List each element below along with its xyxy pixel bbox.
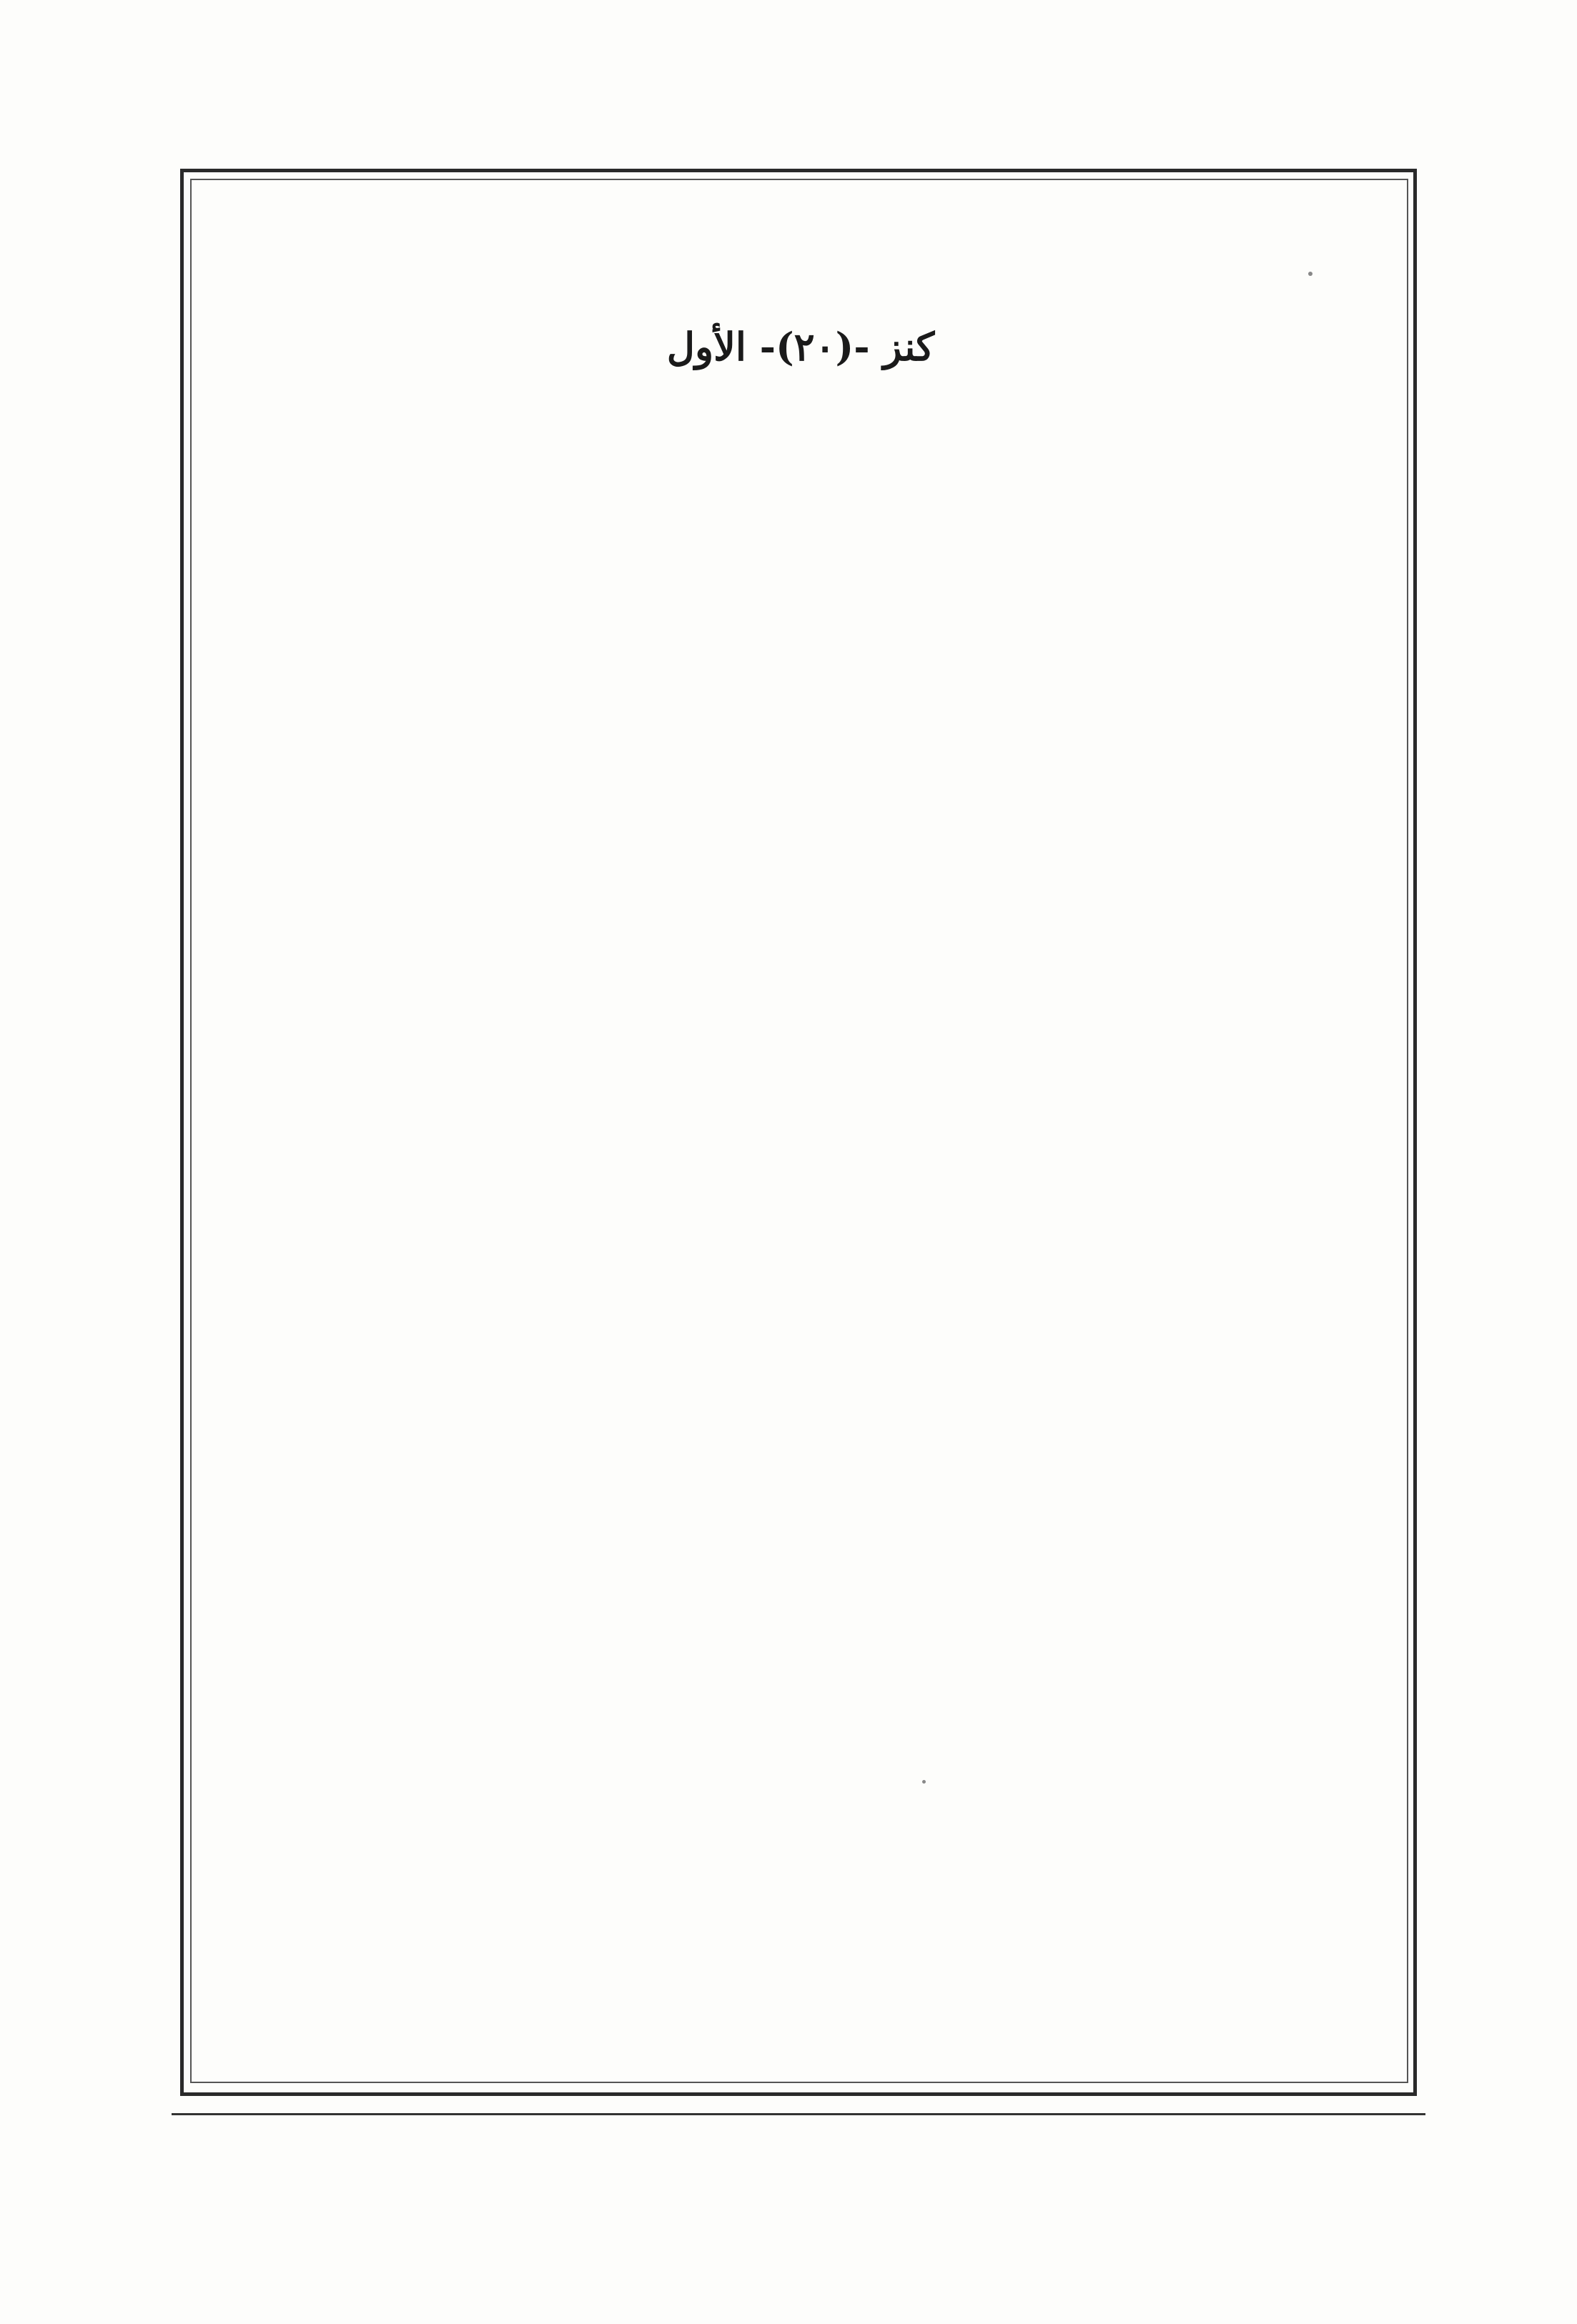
text-line <box>214 984 1387 1038</box>
text-line <box>214 1037 1387 1091</box>
text-line <box>214 1518 1387 1571</box>
text-line <box>214 2052 1387 2105</box>
text-line <box>214 931 1387 984</box>
text-line <box>214 1465 1387 1518</box>
text-line <box>214 503 1387 557</box>
verse-line <box>214 2105 1387 2159</box>
text-line <box>214 1785 1387 1839</box>
text-line <box>214 1197 1387 1251</box>
text-line <box>214 663 1387 717</box>
text-line <box>214 1411 1387 1465</box>
text-line <box>214 397 1387 450</box>
text-line <box>214 2265 1387 2319</box>
text-line <box>214 557 1387 610</box>
text-line <box>214 1999 1387 2052</box>
text-line <box>214 1144 1387 1198</box>
text-line <box>214 1945 1387 1999</box>
text-line <box>214 1625 1387 1678</box>
text-line <box>214 877 1387 931</box>
text-line <box>214 1731 1387 1785</box>
page-header: كنز -(٢٠)- الأول <box>666 324 935 370</box>
text-line <box>214 450 1387 504</box>
text-line <box>214 1678 1387 1732</box>
scan-speck <box>1308 272 1312 276</box>
text-line <box>214 771 1387 824</box>
text-line <box>214 1839 1387 1892</box>
text-line <box>214 1091 1387 1144</box>
body-text <box>214 397 1387 2319</box>
text-line <box>214 717 1387 771</box>
text-line <box>214 1358 1387 1411</box>
text-line <box>214 2159 1387 2212</box>
text-line <box>214 1251 1387 1305</box>
text-line <box>214 1892 1387 1945</box>
text-line <box>214 610 1387 664</box>
text-line <box>214 1571 1387 1625</box>
text-line <box>214 1305 1387 1358</box>
text-line <box>214 824 1387 878</box>
text-line <box>214 2212 1387 2265</box>
